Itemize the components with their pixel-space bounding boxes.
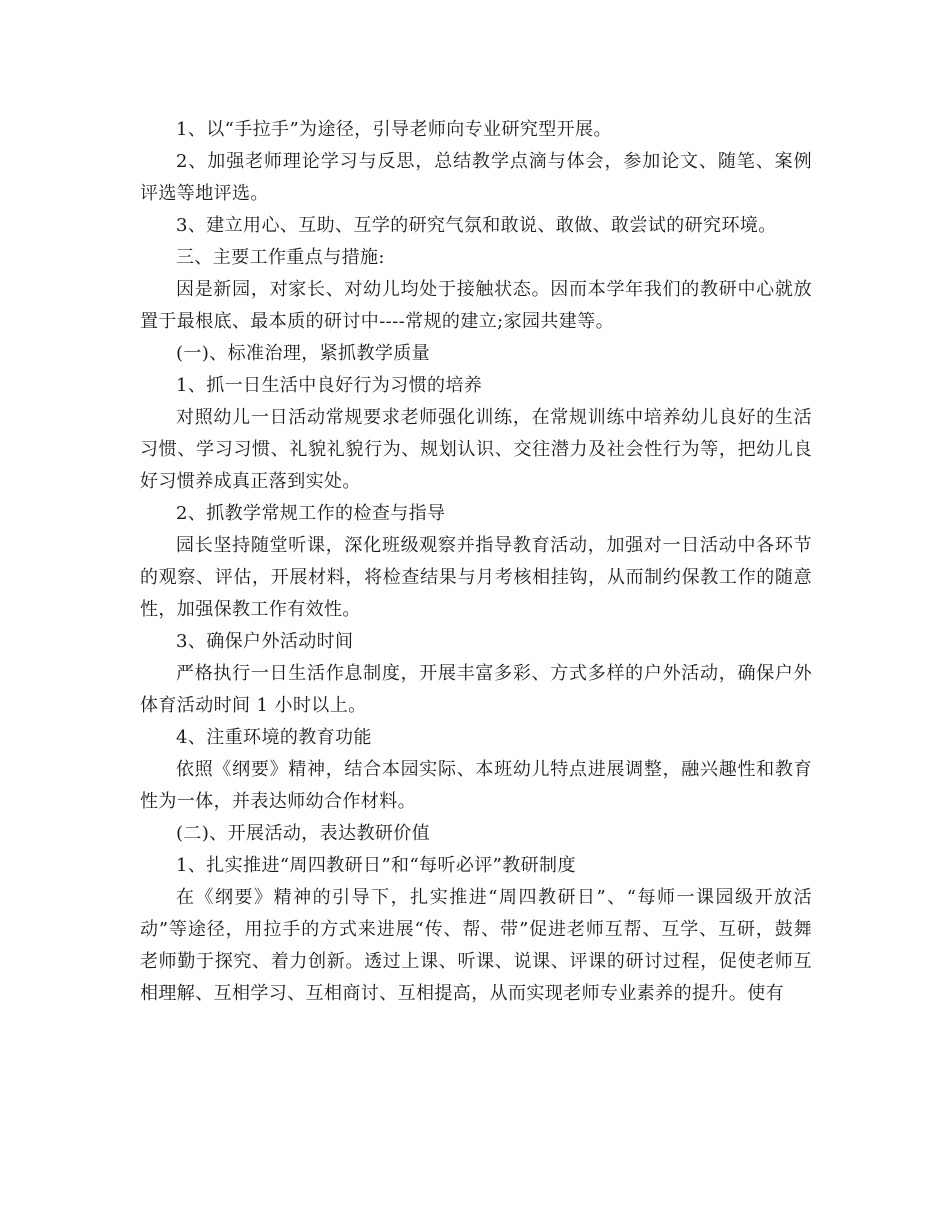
item-body-environment: 依照《纲要》精神，结合本园实际、本班幼儿特点进展调整，融兴趣性和教育性为一体，并表达师幼合作材料。 [140, 759, 812, 812]
intro-paragraph: 因是新园，对家长、对幼儿均处于接触状态。因而本学年我们的教研中心就放置于最根底、最本质的研讨中----常规的建立;家园共建等。 [140, 279, 812, 332]
item-body-outdoor: 严格执行一日生活作息制度，开展丰富多彩、方式多样的户外活动，确保户外体育活动时间 1 小时以上。 [140, 663, 812, 716]
subsection-heading-1: (一)、标准治理，紧抓教学质量 [176, 343, 431, 364]
item-body-habits: 对照幼儿一日活动常规要求老师强化训练，在常规训练中培养幼儿良好的生活习惯、学习习惯、礼貌礼貌行为、规划认识、交往潜力及社会性行为等，把幼儿良好习惯养成真正落到实处。 [140, 407, 812, 492]
item-heading-environment: 4、注重环境的教育功能 [176, 727, 372, 748]
document-body [140, 114, 812, 1010]
goal-item-2: 2、加强老师理论学习与反思，总结教学点滴与体会，参加论文、随笔、案例评选等地评选。 [140, 151, 812, 204]
subsection-heading-2: (二)、开展活动，表达教研价值 [176, 823, 431, 844]
item-heading-inspection: 2、抓教学常规工作的检查与指导 [176, 503, 446, 524]
goal-item-3: 3、建立用心、互助、互学的研究气氛和敢说、敢做、敢尝试的研究环境。 [176, 215, 777, 236]
item-body-research-day: 在《纲要》精神的引导下，扎实推进“周四教研日”、“每师一课园级开放活动”等途径，用拉手的方式来进展“传、帮、带”促进老师互帮、互学、互研，鼓舞老师勤于探究、着力创新。透过上课、听课、说课、评课的研讨过程，促使老师互相理解、互相学习、互相商讨、互相提高，从而实现老师专业素养的提升。使有 [140, 887, 812, 1004]
section-heading-3: 三、主要工作重点与措施: [176, 247, 385, 268]
goal-item-1: 1、以“手拉手”为途径，引导老师向专业研究型开展。 [176, 119, 612, 140]
item-heading-outdoor: 3、确保户外活动时间 [176, 631, 354, 652]
item-heading-habits: 1、抓一日生活中良好行为习惯的培养 [176, 375, 483, 396]
item-heading-research-day: 1、扎实推进“周四教研日”和“每听必评”教研制度 [176, 855, 576, 876]
item-body-inspection: 园长坚持随堂听课，深化班级观察并指导教育活动，加强对一日活动中各环节的观察、评估，开展材料，将检查结果与月考核相挂钩，从而制约保教工作的随意性，加强保教工作有效性。 [140, 535, 812, 620]
